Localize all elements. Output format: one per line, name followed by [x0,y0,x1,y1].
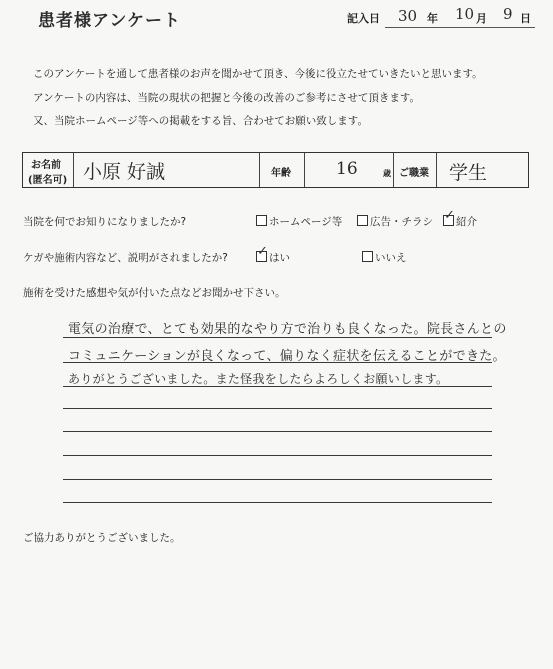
form-title: 患者様アンケート [38,11,181,31]
answer-rule [63,386,492,387]
date-underline [385,27,535,28]
job-value[interactable]: 学生 [449,162,488,184]
question-how-found: 当院を何でお知りになりましたか? [23,216,187,228]
date-month-unit: 月 [476,12,487,25]
answer-rule [63,408,492,409]
option-no[interactable] [362,250,407,265]
comment-line-2[interactable]: コミュニケーションが良くなって、偏りなく症状を伝えることができた。 [68,349,506,364]
name-anonymous-label: (匿名可) [28,175,68,186]
age-value[interactable]: 16 [336,159,358,179]
option-referral-label: 紹介 [456,216,477,228]
date-day-unit: 日 [520,12,531,25]
intro-line-2: アンケートの内容は、当院の現状の把握と今後の改善のご参考にさせて頂きます。 [33,92,421,104]
cell-divider [436,153,437,187]
date-year-unit: 年 [427,12,438,25]
answer-rule [63,337,492,338]
option-yes-label: はい [269,252,290,264]
answer-rule [63,431,492,432]
option-ads-label: 広告・チラシ [370,216,433,228]
checkbox-ads[interactable] [357,215,368,226]
date-day-value[interactable]: 9 [503,5,513,23]
question-explanation: ケガや施術内容など、説明がされましたか? [23,252,228,264]
cell-divider [259,153,260,187]
name-value[interactable]: 小原 好誠 [83,161,166,183]
option-ads[interactable] [357,214,433,229]
patient-info-table [22,152,529,188]
cell-divider [393,153,394,187]
answer-rule [63,362,492,363]
answer-rule [63,502,492,503]
question-feedback: 施術を受けた感想や気が付いた点などお聞かせ下さい。 [23,287,286,299]
job-label: ご職業 [399,168,429,179]
date-label: 記入日 [347,12,380,25]
cell-divider [304,153,305,187]
checkbox-homepage[interactable] [256,215,267,226]
intro-line-3: 又、当院ホームページ等への掲載をする旨、合わせてお願い致します。 [33,115,368,127]
answer-rule [63,479,492,480]
option-homepage[interactable] [256,214,342,229]
cell-divider [73,153,74,187]
comment-line-3[interactable]: ありがとうございました。また怪我をしたらよろしくお願いします。 [68,372,449,386]
comment-line-1[interactable]: 電気の治療で、とても効果的なやり方で治りも良くなった。院長さんとの [68,322,507,337]
checkbox-no[interactable] [362,251,373,262]
age-unit: 歳 [383,169,391,178]
checkmark-referral-icon: ✓ [444,208,455,223]
age-label: 年齢 [271,168,291,179]
option-homepage-label: ホームページ等 [269,216,343,228]
intro-line-1: このアンケートを通して患者様のお声を聞かせて頂き、今後に役立たせていきたいと思います。 [33,68,483,80]
date-month-value[interactable]: 10 [455,5,475,23]
name-label: お名前 [31,160,61,171]
thank-you-note: ご協力ありがとうございました。 [23,532,181,544]
checkmark-yes-icon: ✓ [257,244,268,259]
option-no-label: いいえ [375,252,407,264]
date-year-value[interactable]: 30 [398,7,418,25]
answer-rule [63,455,492,456]
